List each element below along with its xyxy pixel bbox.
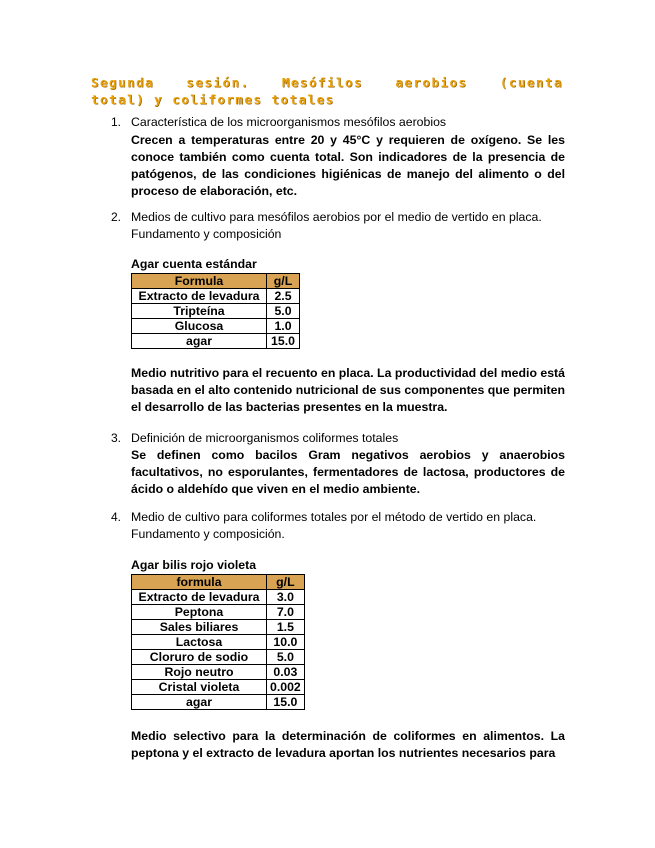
table-row	[132, 319, 300, 334]
ingredient-cell: Lactosa	[132, 635, 267, 650]
amount-cell: 1.0	[267, 319, 300, 334]
table-row	[132, 620, 305, 635]
amount-cell: 5.0	[267, 650, 305, 665]
item-number: 4.	[111, 510, 122, 524]
amount-cell: 15.0	[267, 334, 300, 349]
table-header: g/L	[267, 274, 300, 289]
section-title	[91, 74, 563, 108]
item-question: Medio de cultivo para coliformes totales por el método de vertido en placa. Fundamento y composición.	[131, 510, 537, 541]
item-number: 2.	[111, 210, 122, 224]
ingredient-cell: Rojo neutro	[132, 665, 267, 680]
table-header: formula	[132, 575, 267, 590]
amount-cell: 10.0	[267, 635, 305, 650]
table-row	[132, 334, 300, 349]
composition-table-agar-bilis	[131, 574, 305, 710]
item-answer: Medio nutritivo para el recuento en placa. La productividad del medio está basada en el alto contenido nutricional de sus componentes que permiten el desarrollo de las bacterias presentes en la muestra.	[131, 366, 565, 414]
amount-cell: 2.5	[267, 289, 300, 304]
table-row	[132, 650, 305, 665]
title-line-1: Segunda sesión. Mesófilos aerobios (cuenta	[91, 75, 563, 90]
table-row	[132, 605, 305, 620]
item-number: 3.	[111, 431, 122, 445]
amount-cell: 5.0	[267, 304, 300, 319]
composition-table-agar-cuenta	[131, 273, 300, 349]
table-row	[132, 590, 305, 605]
ingredient-cell: Extracto de levadura	[132, 289, 267, 304]
table-caption: Agar bilis rojo violeta	[131, 558, 257, 572]
table-row	[132, 635, 305, 650]
ingredient-cell: agar	[132, 695, 267, 710]
ingredient-cell: Sales biliares	[132, 620, 267, 635]
ingredient-cell: Extracto de levadura	[132, 590, 267, 605]
table-header: Formula	[132, 274, 267, 289]
table-row	[132, 289, 300, 304]
amount-cell: 1.5	[267, 620, 305, 635]
ingredient-cell: Cristal violeta	[132, 680, 267, 695]
item-answer: Crecen a temperaturas entre 20 y 45°C y requieren de oxígeno. Se les conoce también como cuenta total. Son indicadores de la presencia de patógenos, de las condiciones higiénicas de manejo del alimento o del proceso de elaboración, etc.	[131, 133, 565, 198]
table-row	[132, 680, 305, 695]
amount-cell: 0.03	[267, 665, 305, 680]
amount-cell: 3.0	[267, 590, 305, 605]
table-row	[132, 304, 300, 319]
item-question: Definición de microorganismos coliformes totales	[131, 431, 399, 445]
amount-cell: 15.0	[267, 695, 305, 710]
table-row	[132, 665, 305, 680]
item-answer: Se definen como bacilos Gram negativos aerobios y anaerobios facultativos, no esporulantes, fermentadores de lactosa, productores de ácido o aldehído que viven en el medio ambiente.	[131, 448, 565, 496]
ingredient-cell: Glucosa	[132, 319, 267, 334]
ingredient-cell: Cloruro de sodio	[132, 650, 267, 665]
amount-cell: 0.002	[267, 680, 305, 695]
item-question: Medios de cultivo para mesófilos aerobios por el medio de vertido en placa. Fundamento y composición	[131, 210, 542, 241]
table-header: g/L	[267, 575, 305, 590]
amount-cell: 7.0	[267, 605, 305, 620]
table-row	[132, 695, 305, 710]
item-answer: Medio selectivo para la determinación de coliformes en alimentos. La peptona y el extracto de levadura aportan los nutrientes necesarios para	[131, 729, 565, 760]
item-question: Característica de los microorganismos mesófilos aerobios	[131, 115, 447, 129]
item-number: 1.	[111, 115, 122, 129]
ingredient-cell: Peptona	[132, 605, 267, 620]
table-caption: Agar cuenta estándar	[131, 257, 257, 271]
title-line-2: total) y coliformes totales	[91, 92, 335, 107]
ingredient-cell: Tripteína	[132, 304, 267, 319]
ingredient-cell: agar	[132, 334, 267, 349]
